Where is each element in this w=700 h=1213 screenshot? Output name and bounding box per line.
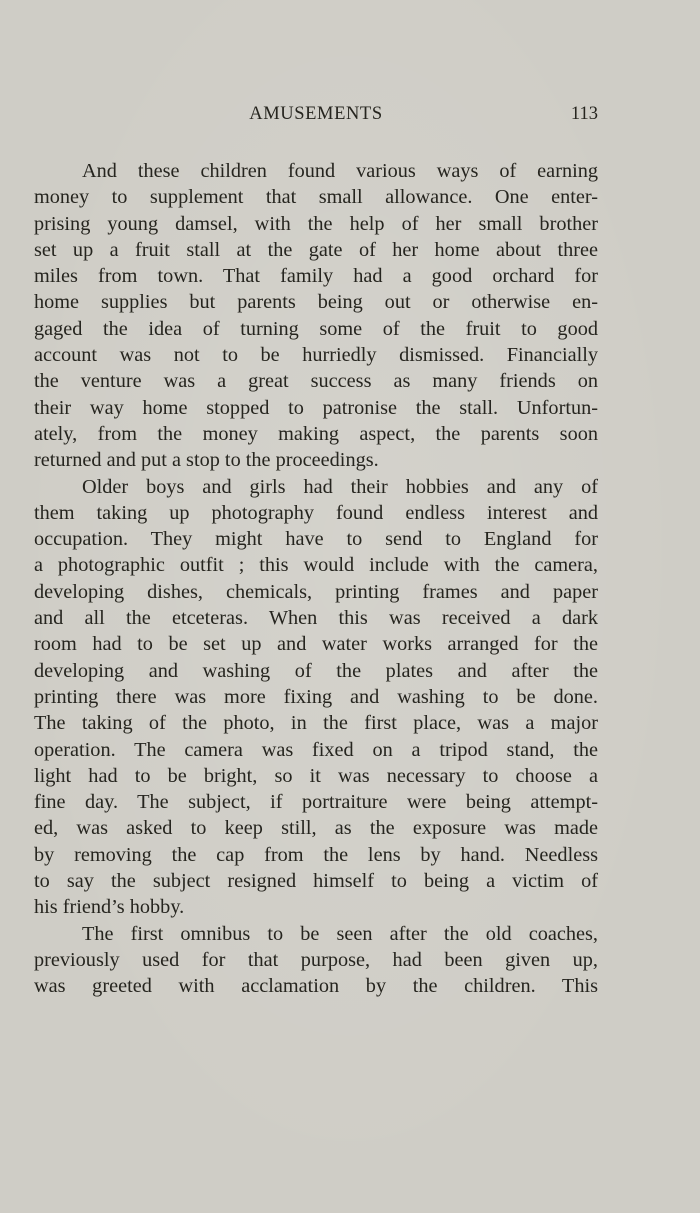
text-line: light had to be bright, so it was necessary to choose a xyxy=(34,764,598,787)
text-line: to say the subject resigned himself to being a victim of xyxy=(34,870,598,893)
text-line: and all the etceteras. When this was received a dark xyxy=(34,607,598,630)
text-line: occupation. They might have to send to England for xyxy=(34,528,598,551)
paragraph-1 xyxy=(34,158,598,474)
text-line: his friend’s hobby. xyxy=(34,896,185,919)
text-line: printing there was more fixing and washing to be done. xyxy=(34,685,598,708)
text-line: returned and put a stop to the proceedings. xyxy=(34,449,379,472)
paragraph-3 xyxy=(34,921,598,1000)
text-line: developing dishes, chemicals, printing frames and paper xyxy=(34,580,598,603)
text-line: home supplies but parents being out or otherwise en- xyxy=(34,291,598,314)
text-line: set up a fruit stall at the gate of her home about three xyxy=(34,238,598,261)
text-line: previously used for that purpose, had been given up, xyxy=(34,948,598,971)
paragraph-2 xyxy=(34,474,598,921)
text-line: a photographic outfit ; this would include with the camera, xyxy=(34,554,598,577)
text-line: The first omnibus to be seen after the old coaches, xyxy=(82,922,598,945)
text-line: ed, was asked to keep still, as the exposure was made xyxy=(34,817,598,840)
text-line: fine day. The subject, if portraiture were being attempt- xyxy=(34,791,598,814)
text-line: The taking of the photo, in the first place, was a major xyxy=(34,712,598,735)
text-line: was greeted with acclamation by the children. This xyxy=(34,975,598,998)
text-line: room had to be set up and water works arranged for the xyxy=(34,633,598,656)
text-line: account was not to be hurriedly dismissed. Financially xyxy=(34,344,598,367)
page-number: 113 xyxy=(570,104,598,124)
text-line: developing and washing of the plates and after the xyxy=(34,659,598,682)
text-line: miles from town. That family had a good orchard for xyxy=(34,265,598,288)
text-line: the venture was a great success as many friends on xyxy=(34,370,598,393)
text-line: by removing the cap from the lens by hand. Needless xyxy=(34,843,598,866)
body-text xyxy=(34,158,598,1000)
text-line: them taking up photography found endless interest and xyxy=(34,501,598,524)
text-line: their way home stopped to patronise the stall. Unfortun- xyxy=(34,396,598,419)
running-head xyxy=(34,104,598,132)
text-line: operation. The camera was fixed on a tripod stand, the xyxy=(34,738,598,761)
text-line: Older boys and girls had their hobbies and any of xyxy=(82,475,598,498)
text-line: prising young damsel, with the help of her small brother xyxy=(34,212,598,235)
chapter-title: AMUSEMENTS xyxy=(249,104,383,124)
text-line: money to supplement that small allowance. One enter- xyxy=(34,186,598,209)
text-line: gaged the idea of turning some of the fruit to good xyxy=(34,317,598,340)
text-line: ately, from the money making aspect, the parents soon xyxy=(34,422,598,445)
text-line: And these children found various ways of earning xyxy=(82,160,598,182)
